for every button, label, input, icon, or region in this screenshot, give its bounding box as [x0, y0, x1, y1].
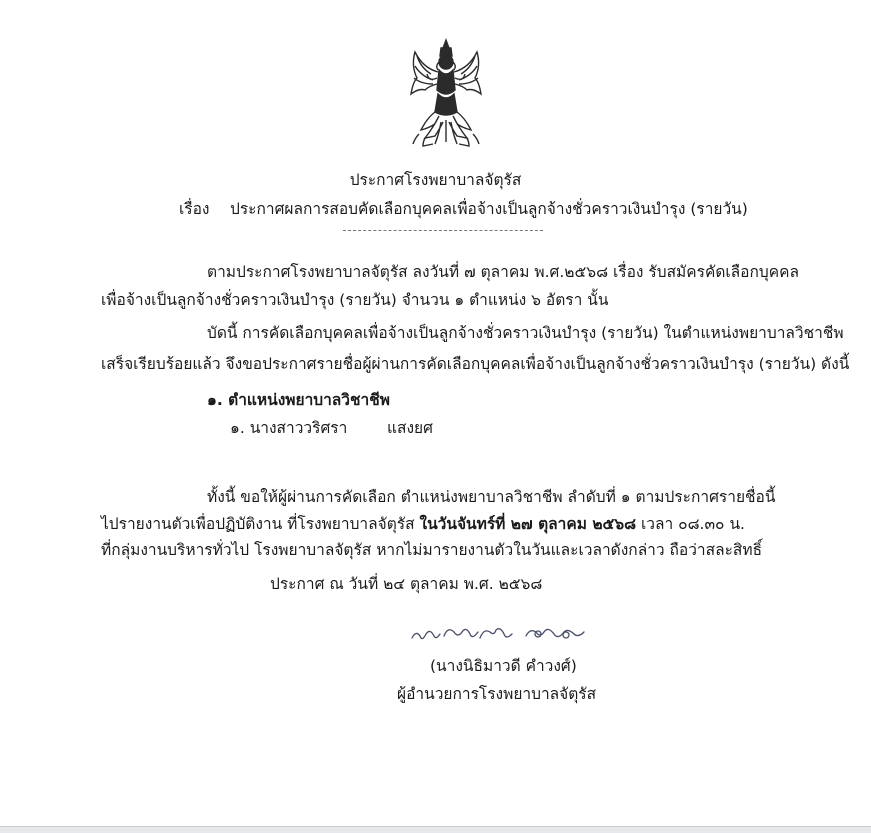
paragraph-3-line-3: ที่กลุ่มงานบริหารทั่วไป โรงพยาบาลจัตุรัส หากไม่มารายงานตัวในวันและเวลาดังกล่าว ถือว่าสละสิทธิ์: [101, 541, 763, 559]
subject-text: ประกาศผลการสอบคัดเลือกบุคคลเพื่อจ้างเป็นลูกจ้างชั่วคราวเงินบำรุง (รายวัน): [230, 200, 748, 218]
title-separator: [343, 230, 543, 232]
handwritten-signature: [408, 620, 608, 650]
paragraph-3-line-1: ทั้งนี้ ขอให้ผู้ผ่านการคัดเลือก ตำแหน่งพยาบาลวิชาชีพ ลำดับที่ ๑ ตามประกาศรายชื่อนี้: [207, 488, 776, 506]
report-location-text: ไปรายงานตัวเพื่อปฏิบัติงาน ที่โรงพยาบาลจัตุรัส: [101, 515, 420, 533]
announce-date: ประกาศ ณ วันที่ ๒๔ ตุลาคม พ.ศ. ๒๕๖๘: [270, 575, 543, 593]
paragraph-2-line-1: บัดนี้ การคัดเลือกบุคคลเพื่อจ้างเป็นลูกจ้างชั่วคราวเงินบำรุง (รายวัน) ในตำแหน่งพยาบาลวิชาชีพ: [207, 324, 844, 342]
paragraph-3-line-2: [101, 514, 745, 534]
report-date-highlight: ในวันจันทร์ที่ ๒๗ ตุลาคม ๒๕๖๘: [419, 515, 637, 533]
paragraph-1-line-1: ตามประกาศโรงพยาบาลจัตุรัส ลงวันที่ ๗ ตุลาคม พ.ศ.๒๕๖๘ เรื่อง รับสมัครคัดเลือกบุคคล: [207, 263, 799, 281]
subject-label: เรื่อง: [179, 200, 210, 218]
announcement-title: ประกาศโรงพยาบาลจัตุรัส: [349, 171, 522, 189]
paragraph-1-line-2: เพื่อจ้างเป็นลูกจ้างชั่วคราวเงินบำรุง (รายวัน) จำนวน ๑ ตำแหน่ง ๖ อัตรา นั้น: [101, 291, 609, 309]
signatory-name: (นางนิธิมาวดี คำวงศ์): [430, 657, 577, 675]
candidate-surname: แสงยศ: [387, 419, 433, 437]
paragraph-2-line-2: เสร็จเรียบร้อยแล้ว จึงขอประกาศรายชื่อผู้ผ่านการคัดเลือกบุคคลเพื่อจ้างเป็นลูกจ้างชั่วคราวเงินบำรุง (รายวัน) ดังนี้: [101, 355, 850, 373]
report-time-text: เวลา ๐๘.๓๐ น.: [636, 515, 745, 533]
garuda-emblem-icon: [405, 38, 487, 148]
signatory-title: ผู้อำนวยการโรงพยาบาลจัตุรัส: [397, 685, 597, 703]
position-heading: ๑. ตำแหน่งพยาบาลวิชาชีพ: [207, 391, 390, 409]
candidate-name: ๑. นางสาววริศรา: [230, 419, 348, 437]
